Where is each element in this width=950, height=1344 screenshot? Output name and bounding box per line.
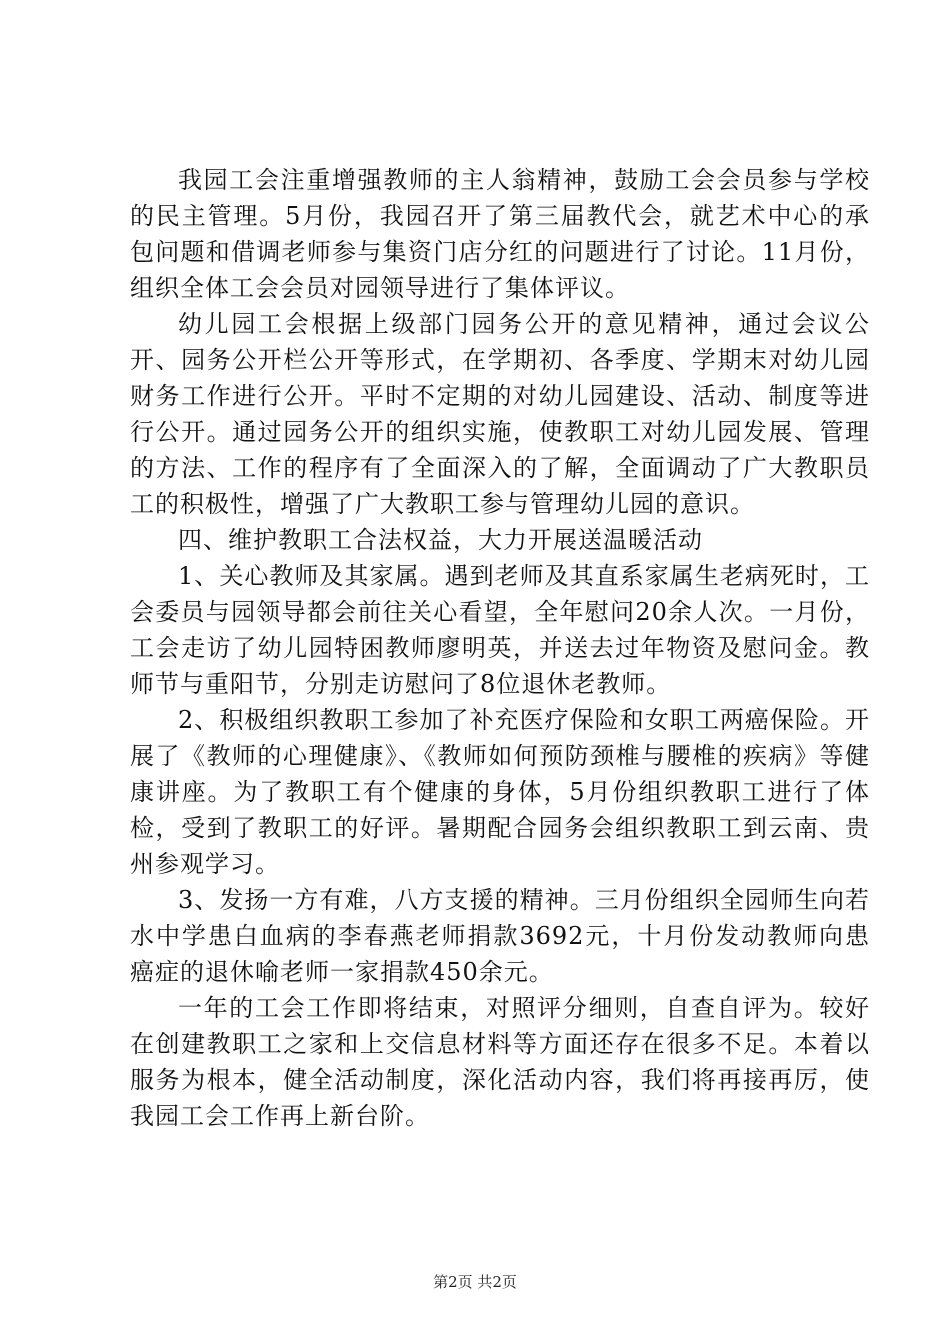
page-number-footer: 第2页 共2页 [433, 1273, 517, 1291]
paragraph-donations: 3、发扬一方有难，八方支援的精神。三月份组织全园师生向若水中学患白血病的李春燕老师捐款3692元，十月份发动教师向患癌症的退休喻老师一家捐款450余元。 [130, 886, 870, 986]
document-body [130, 162, 870, 1134]
paragraph-health-insurance: 2、积极组织教职工参加了补充医疗保险和女职工两癌保险。开展了《教师的心理健康》、《教师如何预防颈椎与腰椎的疾病》等健康讲座。为了教职工有个健康的身体，5月份组织教职工进行了体检，受到了教职工的好评。暑期配合园务会组织教职工到云南、贵州参观学习。 [130, 706, 870, 878]
paragraph-affairs-disclosure: 幼儿园工会根据上级部门园务公开的意见精神，通过会议公开、园务公开栏公开等形式，在学期初、各季度、学期末对幼儿园财务工作进行公开。平时不定期的对幼儿园建设、活动、制度等进行公开。通过园务公开的组织实施，使教职工对幼儿园发展、管理的方法、工作的程序有了全面深入的了解，全面调动了广大教职员工的积极性，增强了广大教职工参与管理幼儿园的意识。 [130, 310, 870, 518]
section-heading-rights-protection: 四、维护教职工合法权益，大力开展送温暖活动 [178, 526, 703, 554]
paragraph-union-democratic-management: 我园工会注重增强教师的主人翁精神，鼓励工会会员参与学校的民主管理。5月份，我园召开了第三届教代会，就艺术中心的承包问题和借调老师参与集资门店分红的问题进行了讨论。11月份，组织全体工会会员对园领导进行了集体评议。 [130, 166, 870, 302]
paragraph-conclusion: 一年的工会工作即将结束，对照评分细则，自查自评为。较好在创建教职工之家和上交信息材料等方面还存在很多不足。本着以服务为根本，健全活动制度，深化活动内容，我们将再接再厉，使我园工会工作再上新台阶。 [130, 994, 870, 1130]
paragraph-care-for-teachers: 1、关心教师及其家属。遇到老师及其直系家属生老病死时，工会委员与园领导都会前往关心看望，全年慰问20余人次。一月份，工会走访了幼儿园特困教师廖明英，并送去过年物资及慰问金。教师节与重阳节，分别走访慰问了8位退休老教师。 [130, 562, 870, 698]
